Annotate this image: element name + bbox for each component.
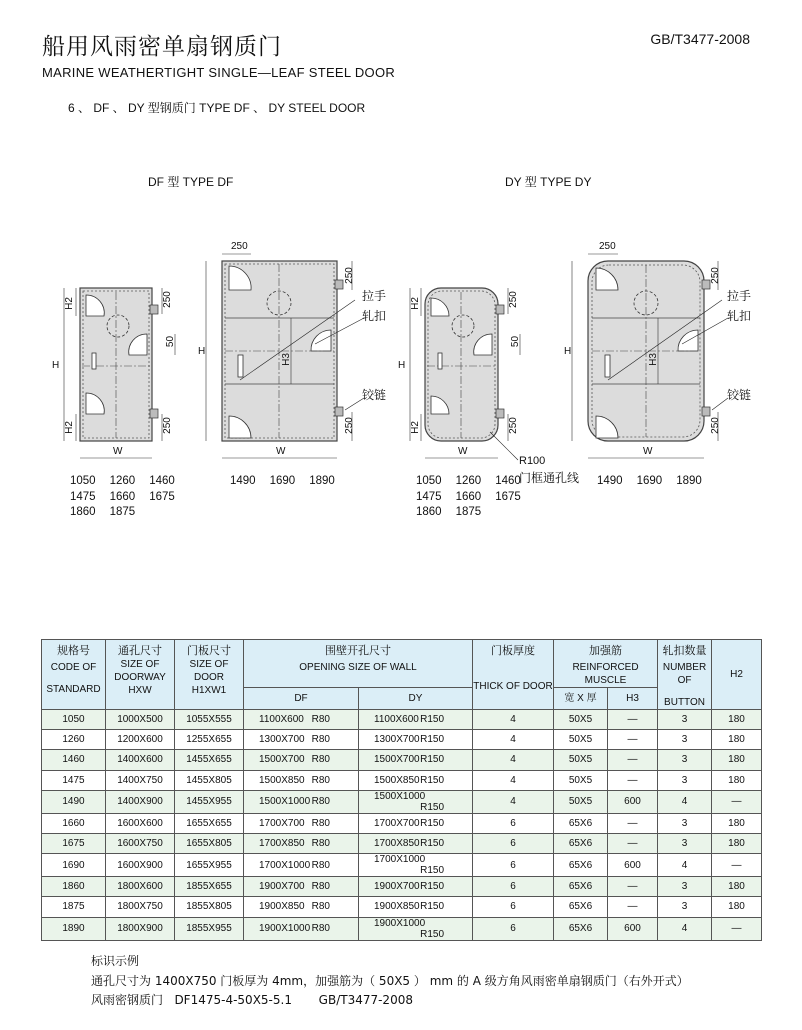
- table-cell: 50X5: [554, 750, 608, 770]
- table-cell: 3: [658, 750, 712, 770]
- dy-small-h: H: [398, 360, 406, 371]
- header-muscle-en: REINFORCED MUSCLE: [572, 662, 639, 686]
- cell-radius: R80: [311, 838, 330, 850]
- table-cell: 3: [658, 897, 712, 917]
- table-cell: 4: [473, 770, 554, 790]
- cell-radius: R150: [420, 928, 444, 940]
- cell-radius: R80: [311, 774, 330, 786]
- dy-label-handle: 拉手: [727, 289, 752, 303]
- header-button-en1: NUMBER OF: [662, 662, 707, 686]
- table-cell: 1655X805: [175, 833, 244, 853]
- header-thick-cn: 门板厚度: [491, 645, 535, 657]
- dy-small-250-bottom: 250: [507, 417, 519, 434]
- dy-label-frame-hole: 门框通孔线: [519, 471, 580, 485]
- df-large-250-top: 250: [231, 241, 248, 252]
- table-cell: 1600X600: [106, 813, 175, 833]
- table-cell: [244, 917, 359, 940]
- header-doorway-en3: HXW: [128, 685, 152, 696]
- cell-size: 1100X600: [259, 714, 304, 726]
- table-cell: 1455X955: [175, 790, 244, 813]
- cell-size: 1700X850: [374, 838, 420, 850]
- header-muscle-wt: 宽 X 厚: [554, 688, 608, 710]
- table-cell: 50X5: [554, 730, 608, 750]
- table-cell: 180: [712, 730, 762, 750]
- df-large-sizes: [230, 474, 349, 490]
- cell-size: 1700X700: [374, 817, 420, 829]
- cell-radius: R150: [420, 865, 444, 877]
- table-cell: 4: [473, 750, 554, 770]
- cell-size: 1700X700: [259, 817, 305, 829]
- df-small-h2-bottom: H2: [63, 421, 75, 434]
- cell-radius: R80: [311, 796, 330, 808]
- cell-size: 1700X1000: [259, 859, 311, 871]
- dy-large-h: H: [564, 346, 572, 357]
- cell-size: 1100X600: [374, 714, 419, 726]
- table-cell: —: [608, 813, 658, 833]
- df-small-w: W: [113, 446, 123, 457]
- cell-radius: R80: [311, 714, 330, 726]
- header-button-en2: BUTTON: [664, 697, 705, 708]
- table-cell: 180: [712, 833, 762, 853]
- cell-radius: R80: [311, 881, 330, 893]
- table-cell: 3: [658, 833, 712, 853]
- size-item: 1875: [455, 506, 482, 518]
- table-cell: 1800X900: [106, 917, 175, 940]
- table-cell: —: [608, 897, 658, 917]
- header-thick-en: THICK OF DOOR: [473, 681, 553, 692]
- table-cell: 6: [473, 917, 554, 940]
- table-cell: 65X6: [554, 877, 608, 897]
- table-cell: —: [608, 877, 658, 897]
- table-cell: 1055X555: [175, 710, 244, 730]
- table-cell: 6: [473, 854, 554, 877]
- dy-large-250-top: 250: [599, 241, 616, 252]
- cell-size: 1500X700: [259, 754, 305, 766]
- spec-table: [41, 639, 762, 941]
- table-cell: 1455X655: [175, 750, 244, 770]
- header-h2: H2: [712, 640, 762, 710]
- table-row: [42, 877, 762, 897]
- header-button-cn: 轧扣数量: [662, 645, 707, 657]
- table-row: [42, 854, 762, 877]
- table-cell: 1800X750: [106, 897, 175, 917]
- size-item: 1490: [230, 475, 256, 487]
- size-item: 1490: [597, 475, 623, 487]
- table-cell: —: [608, 710, 658, 730]
- table-cell: 4: [473, 710, 554, 730]
- table-cell: 1855X655: [175, 877, 244, 897]
- table-cell: 1690: [42, 854, 106, 877]
- dy-large-w: W: [643, 446, 653, 457]
- table-cell: —: [712, 790, 762, 813]
- table-cell: 180: [712, 877, 762, 897]
- table-cell: —: [608, 770, 658, 790]
- size-item: 1050: [70, 475, 96, 487]
- df-small-250-bottom: 250: [161, 417, 173, 434]
- cell-size: 1900X850: [374, 901, 420, 913]
- cell-radius: R80: [311, 734, 330, 746]
- cell-size: 1900X700: [259, 881, 305, 893]
- cell-size: 1900X1000: [259, 923, 311, 934]
- table-cell: 1400X600: [106, 750, 175, 770]
- table-cell: 1000X500: [106, 710, 175, 730]
- table-cell: —: [608, 750, 658, 770]
- table-cell: [359, 917, 473, 940]
- size-item: 1050: [416, 475, 442, 487]
- table-cell: 65X6: [554, 833, 608, 853]
- table-cell: 1455X805: [175, 770, 244, 790]
- header-doorway-cn: 通孔尺寸: [118, 645, 162, 657]
- dy-large-sizes: [597, 474, 716, 490]
- df-large-h: H: [198, 346, 206, 357]
- dy-small-50: 50: [510, 335, 522, 348]
- table-cell: 50X5: [554, 790, 608, 813]
- header-muscle: [554, 640, 658, 688]
- table-cell: [244, 877, 359, 897]
- dy-label-r100: R100: [519, 455, 546, 467]
- table-cell: 1050: [42, 710, 106, 730]
- table-cell: [359, 897, 473, 917]
- table-cell: [244, 790, 359, 813]
- table-cell: 1260: [42, 730, 106, 750]
- dy-large-h3: H3: [647, 353, 659, 366]
- cell-radius: R150: [420, 817, 444, 829]
- header-doorway-en1: SIZE OF: [120, 659, 160, 670]
- table-cell: —: [712, 854, 762, 877]
- size-item: 1690: [269, 475, 296, 487]
- df-small-50: 50: [165, 335, 177, 348]
- cell-size: 1500X1000: [374, 790, 426, 802]
- size-item: 1875: [109, 506, 136, 518]
- header-muscle-cn: 加强筋: [589, 645, 622, 657]
- header-wall-cn: 围壁开孔尺寸: [325, 645, 391, 657]
- table-cell: [359, 833, 473, 853]
- df-small-250-top: 250: [161, 291, 173, 308]
- header-code: [42, 640, 106, 710]
- df-large-250-right-bottom: 250: [343, 417, 355, 434]
- table-cell: 3: [658, 710, 712, 730]
- cell-size: 1500X850: [374, 774, 420, 786]
- table-cell: 1675: [42, 833, 106, 853]
- table-cell: 1600X750: [106, 833, 175, 853]
- table-row: [42, 790, 762, 813]
- cell-radius: R150: [420, 801, 444, 813]
- table-cell: 4: [658, 854, 712, 877]
- cell-radius: R80: [311, 817, 330, 829]
- df-small-sizes: [70, 474, 189, 521]
- table-row: [42, 770, 762, 790]
- table-row: [42, 813, 762, 833]
- table-cell: 3: [658, 877, 712, 897]
- table-cell: [359, 877, 473, 897]
- cell-radius: R80: [311, 859, 330, 871]
- df-label-hinge: 铰链: [362, 388, 387, 402]
- cell-size: 1300X700: [259, 734, 305, 746]
- dy-large-250-right-bottom: 250: [709, 417, 721, 434]
- cell-size: 1900X1000: [374, 917, 426, 929]
- table-cell: 1860: [42, 877, 106, 897]
- dy-caption: DY 型 TYPE DY: [505, 175, 592, 189]
- size-item: 1475: [416, 490, 442, 503]
- table-cell: [244, 854, 359, 877]
- table-cell: [359, 770, 473, 790]
- table-cell: 1660: [42, 813, 106, 833]
- table-cell: [244, 813, 359, 833]
- cell-radius: R150: [420, 754, 444, 766]
- table-cell: 4: [473, 790, 554, 813]
- notes-heading: 标识示例: [91, 954, 140, 968]
- df-small-h: H: [52, 360, 60, 371]
- size-item: 1660: [455, 490, 482, 503]
- cell-radius: R80: [311, 923, 330, 934]
- notes-line-1: 通孔尺寸为 1400X750 门板厚为 4mm，加强筋为（ 50X5 ） mm 的 A 级方角风雨密单扇钢质门（右外开式）: [91, 973, 689, 988]
- dy-large-250-right-top: 250: [709, 267, 721, 284]
- table-row: [42, 750, 762, 770]
- table-cell: 1890: [42, 917, 106, 940]
- header-wall-df: DF: [244, 688, 359, 710]
- table-cell: 1855X955: [175, 917, 244, 940]
- header-wall-en: OPENING SIZE OF WALL: [299, 662, 417, 673]
- cell-radius: R80: [311, 754, 330, 766]
- table-cell: —: [608, 730, 658, 750]
- table-row: [42, 833, 762, 853]
- cell-radius: R150: [420, 838, 444, 850]
- size-item: 1860: [70, 506, 96, 518]
- header-doorway-en2: DOORWAY: [114, 672, 166, 683]
- table-cell: 1600X900: [106, 854, 175, 877]
- header-door-en1: SIZE OF: [189, 659, 229, 670]
- size-item: 1890: [309, 475, 335, 487]
- table-cell: 1490: [42, 790, 106, 813]
- size-item: 1260: [109, 475, 136, 487]
- table-cell: 65X6: [554, 917, 608, 940]
- table-cell: 1855X805: [175, 897, 244, 917]
- size-item: 1460: [495, 475, 521, 487]
- table-cell: —: [608, 833, 658, 853]
- table-cell: 180: [712, 750, 762, 770]
- cell-size: 1700X1000: [374, 854, 426, 866]
- table-row: [42, 710, 762, 730]
- table-cell: 180: [712, 813, 762, 833]
- size-item: 1460: [149, 475, 175, 487]
- table-cell: [359, 710, 473, 730]
- cell-size: 1500X850: [259, 774, 305, 786]
- size-item: 1860: [416, 506, 442, 518]
- table-cell: 6: [473, 877, 554, 897]
- cell-radius: R150: [420, 774, 444, 786]
- page-title-english: MARINE WEATHERTIGHT SINGLE—LEAF STEEL DOOR: [42, 65, 396, 80]
- table-row: [42, 897, 762, 917]
- header-doorway: [106, 640, 175, 710]
- table-cell: 6: [473, 897, 554, 917]
- cell-radius: R80: [311, 901, 330, 913]
- dy-label-button: 轧扣: [727, 309, 752, 323]
- dy-small-h2-bottom: H2: [409, 421, 421, 434]
- header-door-cn: 门板尺寸: [187, 645, 231, 657]
- table-cell: [359, 813, 473, 833]
- table-cell: [244, 897, 359, 917]
- size-item: 1675: [149, 490, 175, 503]
- table-cell: [244, 730, 359, 750]
- table-cell: 180: [712, 770, 762, 790]
- df-label-button: 轧扣: [362, 309, 387, 323]
- header-wall: [244, 640, 473, 688]
- standard-code: GB/T3477-2008: [650, 31, 750, 47]
- size-item: 1660: [109, 490, 136, 503]
- header-code-cn: 规格号: [57, 645, 90, 657]
- section-subtitle: 6 、 DF 、 DY 型钢质门 TYPE DF 、 DY STEEL DOOR: [68, 101, 366, 115]
- size-item: 1890: [676, 475, 702, 487]
- df-large-250-right-top: 250: [343, 267, 355, 284]
- table-cell: 50X5: [554, 710, 608, 730]
- header-code-en2: STANDARD: [46, 684, 101, 695]
- table-cell: 180: [712, 710, 762, 730]
- size-item: 1260: [455, 475, 482, 487]
- cell-size: 1500X1000: [259, 796, 311, 808]
- dy-small-w: W: [458, 446, 468, 457]
- table-cell: 1475: [42, 770, 106, 790]
- table-cell: 1460: [42, 750, 106, 770]
- table-cell: [244, 750, 359, 770]
- dy-small-250-top: 250: [507, 291, 519, 308]
- table-cell: 4: [658, 917, 712, 940]
- cell-size: 1500X700: [374, 754, 420, 766]
- table-cell: 6: [473, 833, 554, 853]
- cell-radius: R150: [420, 714, 444, 726]
- cell-size: 1700X850: [259, 838, 305, 850]
- df-large-w: W: [276, 446, 286, 457]
- table-cell: 1255X655: [175, 730, 244, 750]
- table-cell: 1400X900: [106, 790, 175, 813]
- header-thick: [473, 640, 554, 710]
- table-cell: 3: [658, 770, 712, 790]
- table-cell: 6: [473, 813, 554, 833]
- table-cell: 65X6: [554, 854, 608, 877]
- size-item: 1690: [636, 475, 663, 487]
- table-cell: 1875: [42, 897, 106, 917]
- dy-small-sizes: [416, 474, 535, 521]
- size-item: 1675: [495, 490, 521, 503]
- header-wall-dy: DY: [359, 688, 473, 710]
- table-cell: [244, 770, 359, 790]
- cell-radius: R150: [420, 734, 444, 746]
- cell-size: 1900X850: [259, 901, 305, 913]
- header-code-en1: CODE OF: [50, 662, 97, 673]
- table-cell: [359, 854, 473, 877]
- table-cell: [244, 710, 359, 730]
- table-cell: 3: [658, 730, 712, 750]
- size-item: 1475: [70, 490, 96, 503]
- page-title: 船用风雨密单扇钢质门: [42, 34, 282, 60]
- cell-size: 1900X700: [374, 881, 420, 893]
- table-cell: 180: [712, 897, 762, 917]
- table-cell: 50X5: [554, 770, 608, 790]
- table-cell: 1655X955: [175, 854, 244, 877]
- table-cell: [244, 833, 359, 853]
- table-cell: 600: [608, 790, 658, 813]
- header-door-en3: H1XW1: [191, 685, 227, 696]
- table-cell: —: [712, 917, 762, 940]
- table-cell: 1200X600: [106, 730, 175, 750]
- cell-radius: R150: [420, 881, 444, 893]
- table-cell: [359, 750, 473, 770]
- notes-line-2: 风雨密钢质门 DF1475-4-50X5-5.1 GB/T3477-2008: [91, 993, 413, 1007]
- df-label-handle: 拉手: [362, 289, 387, 303]
- dy-small-h2-top: H2: [409, 297, 421, 310]
- table-cell: [359, 790, 473, 813]
- table-cell: 3: [658, 813, 712, 833]
- table-row: [42, 730, 762, 750]
- header-door-en2: DOOR: [194, 672, 224, 683]
- dy-label-hinge: 铰链: [727, 388, 752, 402]
- cell-size: 1300X700: [374, 734, 420, 746]
- table-cell: 65X6: [554, 897, 608, 917]
- table-cell: 1800X600: [106, 877, 175, 897]
- table-cell: 600: [608, 854, 658, 877]
- table-cell: 1655X655: [175, 813, 244, 833]
- table-cell: 4: [473, 730, 554, 750]
- df-small-h2-top: H2: [63, 297, 75, 310]
- table-row: [42, 917, 762, 940]
- header-button: [658, 640, 712, 710]
- marking-example: [91, 952, 689, 1011]
- df-large-h3: H3: [280, 353, 292, 366]
- df-caption: DF 型 TYPE DF: [148, 175, 234, 189]
- table-cell: [359, 730, 473, 750]
- header-door: [175, 640, 244, 710]
- table-cell: 65X6: [554, 813, 608, 833]
- header-muscle-h3: H3: [608, 688, 658, 710]
- table-cell: 4: [658, 790, 712, 813]
- cell-radius: R150: [420, 901, 444, 913]
- table-cell: 1400X750: [106, 770, 175, 790]
- table-cell: 600: [608, 917, 658, 940]
